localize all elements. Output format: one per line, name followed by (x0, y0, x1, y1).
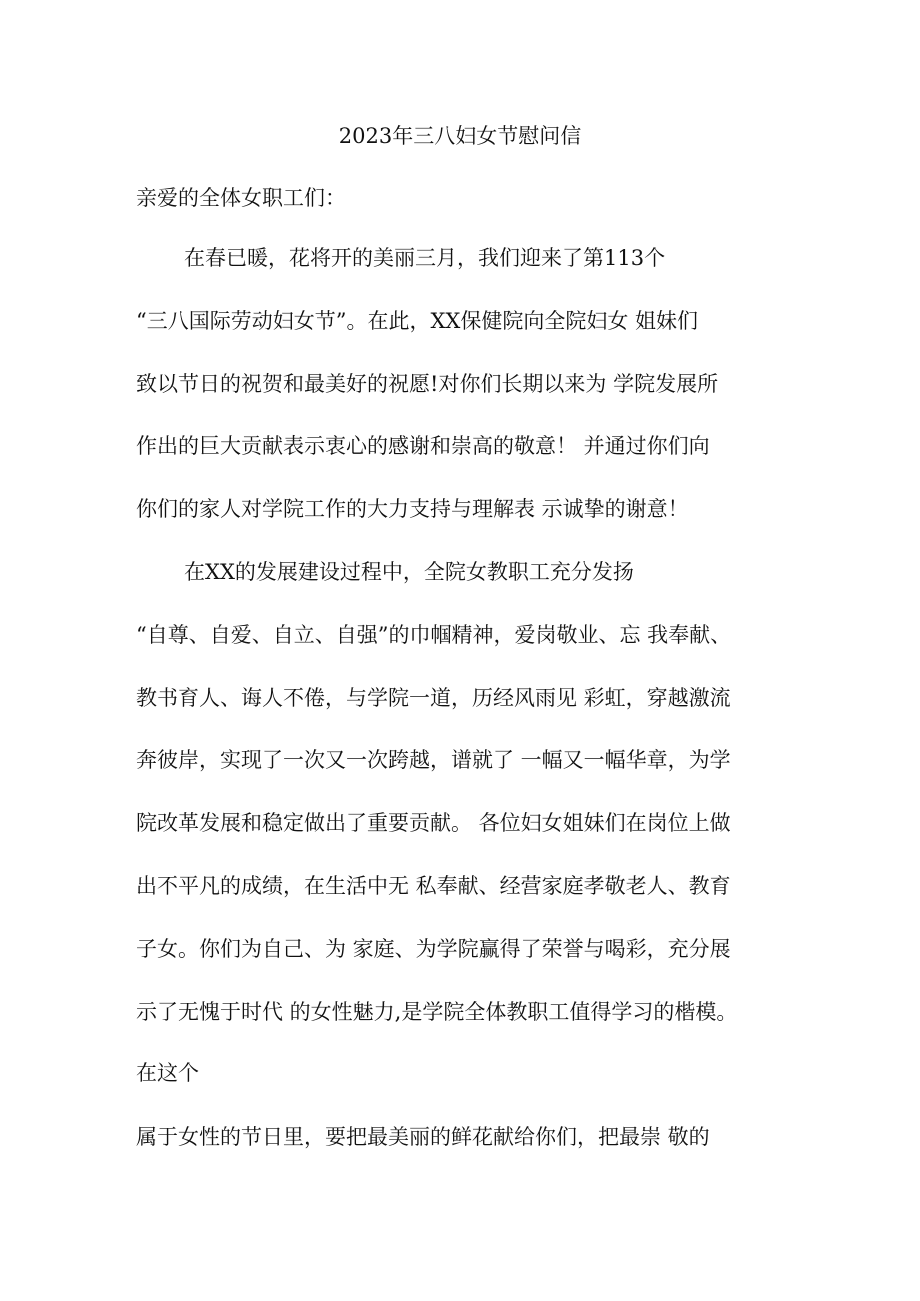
paragraph-2-line-6: 出不平凡的成绩，在生活中无 私奉献、经营家庭孝敬老人、教育 (136, 874, 731, 898)
paragraph-1-line-4: 作出的巨大贡献表示衷心的感谢和崇高的敬意！ 并通过你们向 (136, 434, 710, 458)
paragraph-2-line-2: “自尊、自爱、自立、自强”的巾帼精神，爱岗敬业、忘 我奉献、 (136, 623, 732, 647)
paragraph-2-line-1: 在XX的发展建设过程中，全院女教职工充分发扬 (184, 560, 634, 584)
paragraph-2-line-9: 在这个 (136, 1061, 199, 1085)
paragraph-2-line-8: 示了无愧于时代 的女性魅力,是学院全体教职工值得学习的楷模。 (136, 1000, 738, 1024)
paragraph-1-line-1: 在春已暖，花将开的美丽三月，我们迎来了第113个 (184, 246, 666, 270)
letter-title: 2023年三八妇女节慰问信 (338, 124, 582, 148)
paragraph-2-line-7: 子女。你们为自己、为 家庭、为学院赢得了荣誉与喝彩，充分展 (136, 937, 731, 961)
paragraph-2-line-5: 院改革发展和稳定做出了重要贡献。 各位妇女姐妹们在岗位上做 (136, 811, 731, 835)
paragraph-1-line-3: 致以节日的祝贺和最美好的祝愿!对你们长期以来为 学院发展所 (136, 372, 719, 396)
paragraph-2-line-3: 教书育人、诲人不倦，与学院一道，历经风雨见 彩虹，穿越激流 (136, 686, 731, 710)
paragraph-3-line-1: 属于女性的节日里，要把最美丽的鲜花献给你们，把最崇 敬的 (136, 1125, 710, 1149)
paragraph-1-line-2: “三八国际劳动妇女节”。在此，XX保健院向全院妇女 姐妹们 (136, 309, 699, 333)
salutation: 亲爱的全体女职工们： (136, 186, 346, 210)
paragraph-1-line-5: 你们的家人对学院工作的大力支持与理解表 示诚挚的谢意！ (136, 497, 689, 521)
paragraph-2-line-4: 奔彼岸，实现了一次又一次跨越，谱就了 一幅又一幅华章，为学 (136, 748, 731, 772)
